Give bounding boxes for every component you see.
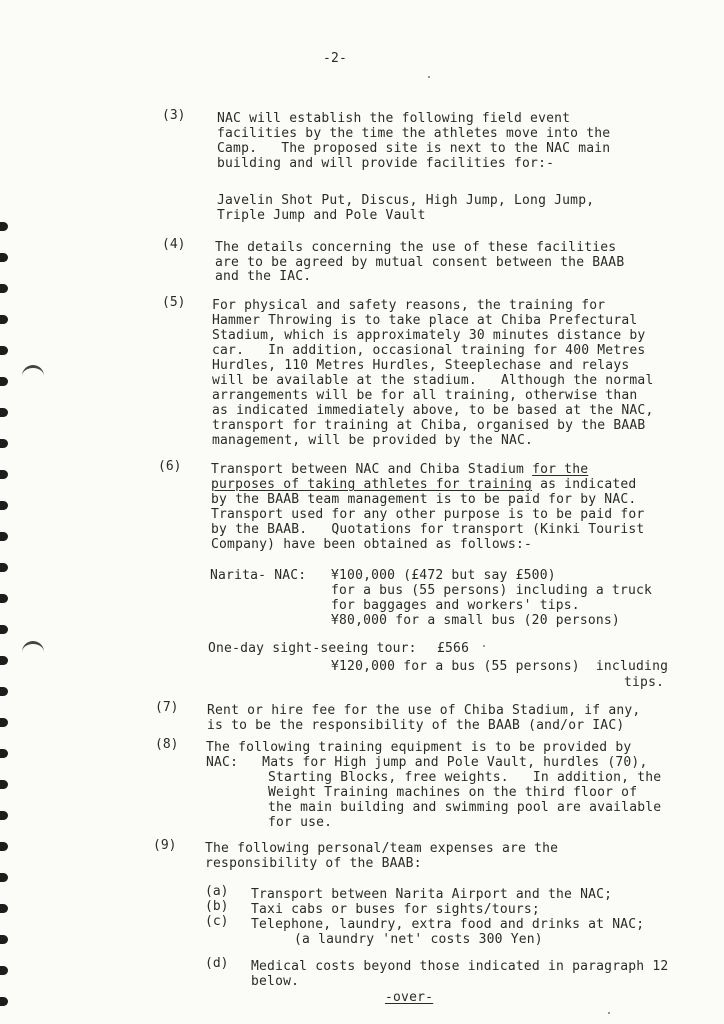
paragraph-line: Hammer Throwing is to take place at Chiba Prefectural <box>212 313 638 328</box>
underlined-text: for the <box>532 462 589 477</box>
binder-hole <box>0 687 8 696</box>
paragraph-line: by the BAAB. Quotations for transport (Kinki Tourist <box>211 522 645 537</box>
item-number: (4) <box>162 237 186 252</box>
paper-speck <box>428 76 430 78</box>
paragraph-line: facilities by the time the athletes move into the <box>217 126 611 141</box>
quote-label: One-day sight-seeing tour: <box>208 641 417 656</box>
paragraph-line: the main building and swimming pool are available <box>268 800 662 815</box>
binder-ring-mark <box>22 365 44 380</box>
binder-hole <box>0 346 8 355</box>
page-number: -2- <box>323 51 348 66</box>
binder-hole <box>0 842 8 851</box>
paragraph-line <box>211 462 588 477</box>
paragraph-line: will be available at the stadium. Although the normal <box>212 373 654 388</box>
binder-hole <box>0 284 8 293</box>
paper-speck <box>608 1012 610 1014</box>
quote-line: ¥80,000 for a small bus (20 persons) <box>331 613 620 628</box>
paragraph-line: Camp. The proposed site is next to the NAC main <box>217 141 611 156</box>
binder-hole <box>0 718 8 727</box>
paper-speck <box>483 645 485 647</box>
paragraph-line: The following training equipment is to be provided by <box>206 740 632 755</box>
item-number: (6) <box>158 459 182 474</box>
binder-ring-mark <box>22 641 44 656</box>
paragraph-line: NAC will establish the following field event <box>217 111 571 126</box>
paragraph-line: Transport used for any other purpose is to be paid for <box>211 507 645 522</box>
subitem-text: below. <box>251 974 300 989</box>
binder-hole <box>0 811 8 820</box>
binder-hole <box>0 253 8 262</box>
item-number: (5) <box>162 295 186 310</box>
binder-hole <box>0 470 8 479</box>
paragraph-line: by the BAAB team management is to be paid for by NAC. <box>211 492 637 507</box>
page-footer: -over- <box>385 990 434 1005</box>
paragraph-line: car. In addition, occasional training for 400 Metres <box>212 343 646 358</box>
subitem-number: (b) <box>205 899 229 914</box>
binder-hole <box>0 904 8 913</box>
quote-line: ¥120,000 for a bus (55 persons) including <box>331 659 669 674</box>
quote-line: ¥100,000 (£472 but say £500) <box>331 568 556 583</box>
binder-hole <box>0 377 8 386</box>
binder-hole <box>0 935 8 944</box>
paragraph-line: is to be the responsibility of the BAAB (and/or IAC) <box>207 718 625 733</box>
binder-hole <box>0 563 8 572</box>
paragraph-line: responsibility of the BAAB: <box>205 856 422 871</box>
quote-line: for baggages and workers' tips. <box>331 598 580 613</box>
underlined-text: purposes of taking athletes for training <box>211 477 533 492</box>
quote-line: for a bus (55 persons) including a truck <box>331 583 653 598</box>
binder-hole <box>0 656 8 665</box>
paragraph-line: Weight Training machines on the third floor of <box>268 785 638 800</box>
paragraph-line: management, will be provided by the NAC. <box>212 433 534 448</box>
subitem-number: (c) <box>205 914 229 929</box>
binder-hole <box>0 408 8 417</box>
paragraph-line: Hurdles, 110 Metres Hurdles, Steeplechase and relays <box>212 358 630 373</box>
paragraph-line: Stadium, which is approximately 30 minutes distance by <box>212 328 646 343</box>
paragraph-line: for use. <box>268 815 333 830</box>
paragraph-line: The details concerning the use of these facilities <box>215 240 617 255</box>
binder-hole <box>0 222 8 231</box>
binder-hole <box>0 532 8 541</box>
quote-label: Narita- NAC: <box>210 568 307 583</box>
binder-hole <box>0 439 8 448</box>
paragraph-line: NAC: Mats for High jump and Pole Vault, hurdles (70), <box>206 755 648 770</box>
binder-hole <box>0 966 8 975</box>
paragraph-line: Company) have been obtained as follows:- <box>211 537 533 552</box>
binder-hole <box>0 501 8 510</box>
subitem-text: Transport between Narita Airport and the NAC; <box>251 887 613 902</box>
binder-hole <box>0 315 8 324</box>
plain-text: as indicated <box>532 477 637 492</box>
binder-hole <box>0 625 8 634</box>
binder-hole <box>0 749 8 758</box>
paragraph-line: Triple Jump and Pole Vault <box>217 208 426 223</box>
paragraph-line: transport for training at Chiba, organised by the BAAB <box>212 418 646 433</box>
paragraph-line: Javelin Shot Put, Discus, High Jump, Long Jump, <box>217 193 595 208</box>
subitem-text: Telephone, laundry, extra food and drinks at NAC; <box>251 917 645 932</box>
paragraph-line: are to be agreed by mutual consent between the BAAB <box>215 255 625 270</box>
subitem-text: (a laundry 'net' costs 300 Yen) <box>294 932 543 947</box>
paragraph-line: Starting Blocks, free weights. In addition, the <box>268 770 662 785</box>
plain-text: Transport between NAC and Chiba Stadium <box>211 462 533 477</box>
paragraph-line: building and will provide facilities for:- <box>217 156 555 171</box>
binder-hole <box>0 873 8 882</box>
item-number: (7) <box>155 700 179 715</box>
quote-price: £566 <box>437 641 470 656</box>
paragraph-line: and the IAC. <box>215 269 312 284</box>
paragraph-line: as indicated immediately above, to be based at the NAC, <box>212 403 654 418</box>
item-number: (8) <box>155 737 179 752</box>
paragraph-line: arrangements will be for all training, otherwise than <box>212 388 638 403</box>
item-number: (9) <box>153 838 177 853</box>
subitem-number: (a) <box>205 884 229 899</box>
binder-hole <box>0 594 8 603</box>
subitem-number: (d) <box>205 956 229 971</box>
item-number: (3) <box>162 108 186 123</box>
paragraph-line: Rent or hire fee for the use of Chiba Stadium, if any, <box>207 703 641 718</box>
paragraph-line: The following personal/team expenses are the <box>205 841 559 856</box>
binder-holes <box>0 0 14 1024</box>
paragraph-line: For physical and safety reasons, the training for <box>212 298 606 313</box>
binder-hole <box>0 997 8 1006</box>
subitem-text: Medical costs beyond those indicated in paragraph 12 <box>251 959 669 974</box>
paragraph-line <box>211 477 636 492</box>
binder-hole <box>0 780 8 789</box>
quote-line: tips. <box>624 675 665 690</box>
subitem-text: Taxi cabs or buses for sights/tours; <box>251 902 540 917</box>
